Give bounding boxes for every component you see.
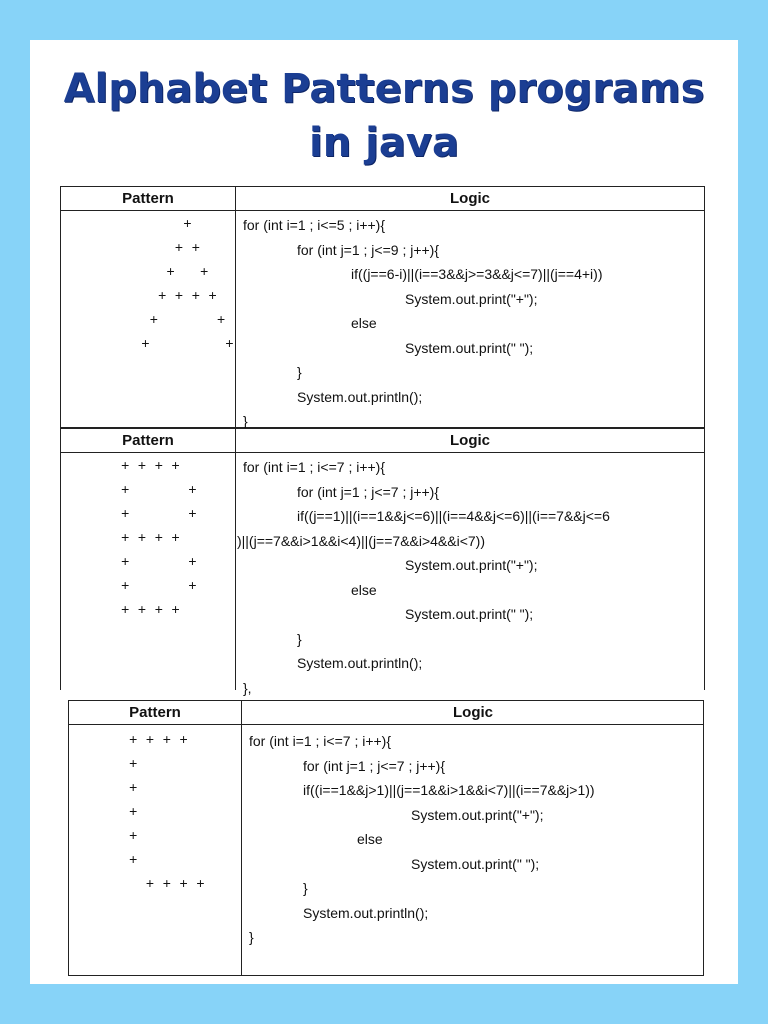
pattern-row: + (129, 853, 138, 869)
logic-header: Logic (450, 432, 490, 449)
code-line: if((j==1)||(i==1&&j<=6)||(i==4&&j<=6)||(i==7&&j<=6 (297, 508, 610, 524)
table-border (60, 186, 705, 428)
code-line: } (297, 364, 302, 380)
code-line: System.out.print(" "); (405, 339, 534, 356)
code-line: for (int j=1 ; j<=7 ; j++){ (297, 483, 440, 500)
code-line: } (303, 880, 308, 896)
page-title (30, 62, 738, 170)
code-line: } (249, 929, 254, 945)
logic-code (249, 729, 595, 950)
code-line: System.out.println(); (297, 388, 423, 405)
title-line-2: in java (309, 120, 459, 166)
column-divider (235, 187, 236, 427)
pattern-row: + + + + (121, 459, 180, 475)
pattern-table-c (68, 700, 704, 976)
pattern-output (129, 729, 205, 897)
code-line: for (int i=1 ; i<=5 ; i++){ (243, 217, 386, 233)
code-line: )||(j==7&&i>1&&i<4)||(j==7&&i>4&&i<7)) (237, 532, 486, 549)
column-divider (241, 701, 242, 975)
pattern-row: + (129, 781, 138, 797)
pattern-row: + + (121, 555, 197, 571)
pattern-row: + + + + (121, 531, 180, 547)
pattern-table-a (60, 186, 705, 428)
pattern-row: + + + + (129, 733, 188, 749)
code-line: System.out.println(); (297, 655, 423, 671)
code-line: System.out.print("+"); (411, 806, 544, 823)
logic-code (237, 455, 610, 700)
pattern-output (116, 213, 234, 357)
pattern-row: + (129, 757, 138, 773)
code-line: System.out.println(); (303, 904, 429, 921)
content-card (30, 40, 738, 984)
code-line: for (int i=1 ; i<=7 ; i++){ (243, 459, 386, 475)
pattern-row: + + (121, 483, 197, 499)
pattern-row: + (116, 217, 192, 233)
code-line: System.out.print(" "); (405, 606, 534, 622)
pattern-row: + + (116, 337, 234, 353)
code-line: System.out.print(" "); (411, 855, 540, 872)
code-line: } (243, 413, 248, 429)
code-line: System.out.print("+"); (405, 557, 538, 573)
pattern-header: Pattern (129, 704, 181, 721)
table-border (68, 700, 704, 976)
pattern-row: + (129, 805, 138, 821)
code-line: else (357, 831, 383, 847)
logic-header: Logic (450, 190, 490, 207)
title-line-1: Alphabet Patterns programs (63, 66, 705, 112)
code-line: } (297, 630, 302, 647)
pattern-row: + + + + (129, 877, 205, 893)
pattern-row: + (129, 829, 138, 845)
code-line: System.out.print("+"); (405, 290, 538, 307)
pattern-row: + + (116, 241, 201, 257)
code-line: if((i==1&&j>1)||(j==1&&i>1&&i<7)||(i==7&&j>1)) (303, 782, 595, 798)
pattern-header: Pattern (122, 190, 174, 207)
pattern-row: + + (116, 313, 226, 329)
code-line: for (int i=1 ; i<=7 ; i++){ (249, 733, 392, 749)
code-line: else (351, 581, 377, 598)
table-border (60, 428, 705, 696)
pattern-table-b (60, 428, 705, 696)
column-divider (235, 429, 236, 690)
pattern-row: + + + + (121, 603, 180, 619)
code-line: for (int j=1 ; j<=9 ; j++){ (297, 241, 440, 258)
pattern-row: + + (121, 579, 197, 595)
pattern-row: + + + + (116, 289, 217, 305)
pattern-header: Pattern (122, 432, 174, 449)
pattern-row: + + (116, 265, 209, 281)
code-line: else (351, 315, 377, 331)
pattern-output (121, 455, 197, 623)
code-line: }, (243, 679, 252, 696)
pattern-row: + + (121, 507, 197, 523)
code-line: if((j==6-i)||(i==3&&j>=3&&j<=7)||(j==4+i)) (351, 266, 603, 282)
logic-header: Logic (453, 704, 493, 721)
code-line: for (int j=1 ; j<=7 ; j++){ (303, 757, 446, 774)
logic-code (243, 213, 603, 434)
